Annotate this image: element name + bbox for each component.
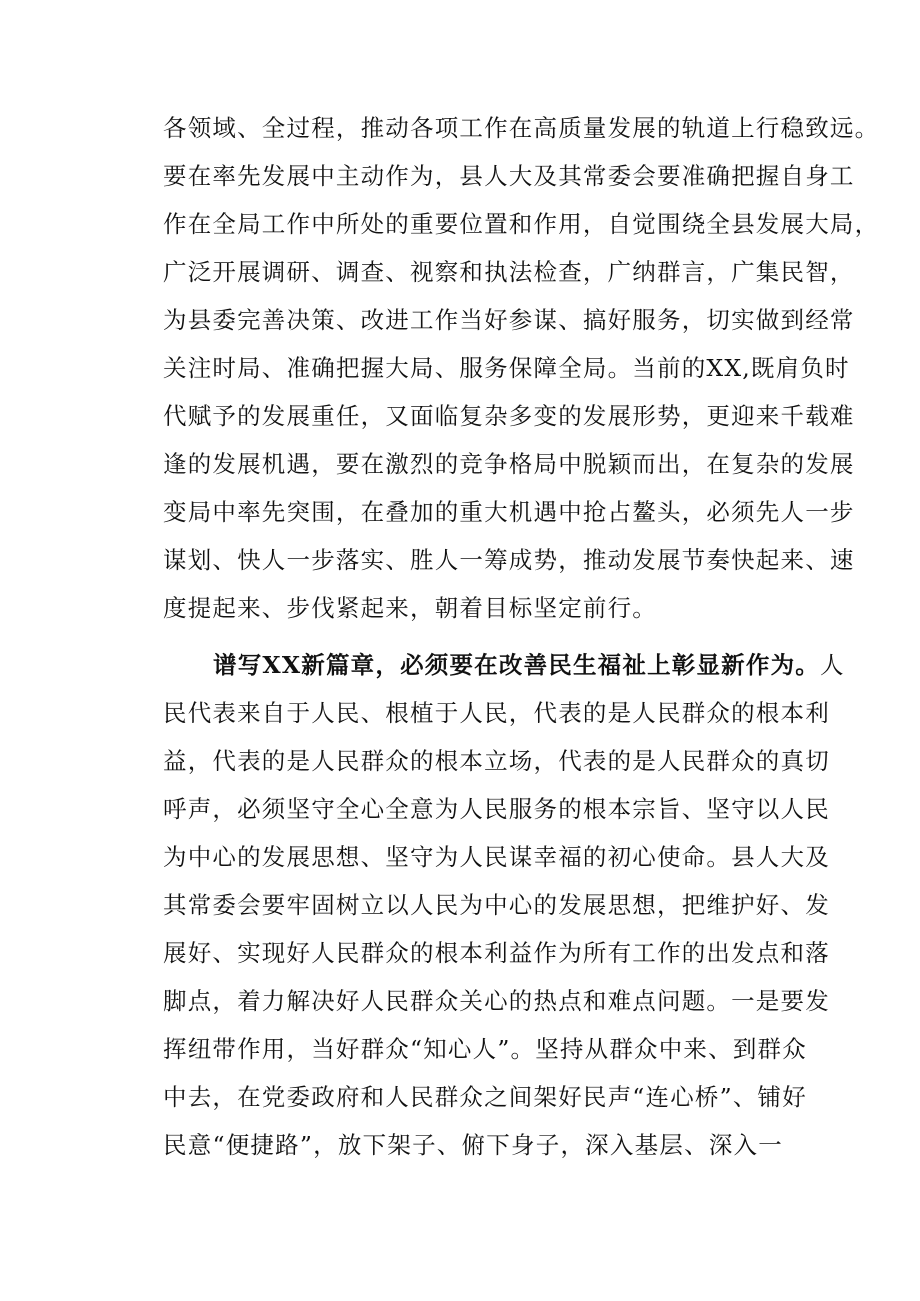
- paragraph-2-line-7: 展好、实现好人民群众的根本利益作为所有工作的出发点和落: [163, 939, 830, 967]
- paragraph-1-line-8: 逢的发展机遇，要在激烈的竞争格局中脱颖而出，在复杂的发展: [163, 450, 855, 478]
- paragraph-2-line-5: 为中心的发展思想、坚守为人民谋幸福的初心使命。县人大及: [163, 843, 830, 871]
- paragraph-1-line-3: 作在全局工作中所处的重要位置和作用，自觉围绕全县发展大局，: [163, 210, 880, 238]
- paragraph-1-line-11: 度提起来、步伐紧起来，朝着目标坚定前行。: [163, 594, 657, 622]
- paragraph-1-line-7: 代赋予的发展重任，又面临复杂多变的发展形势，更迎来千载难: [163, 402, 855, 430]
- paragraph-1-line-10: 谋划、快人一步落实、胜人一筹成势，推动发展节奏快起来、速: [163, 546, 855, 574]
- paragraph-2-line-11: 民意“便捷路”，放下架子、俯下身子，深入基层、深入一: [163, 1131, 783, 1159]
- paragraph-2-line-8: 脚点，着力解决好人民群众关心的热点和难点问题。一是要发: [163, 987, 830, 1015]
- paragraph-2-line-2: 民代表来自于人民、根植于人民，代表的是人民群众的根本利: [163, 699, 830, 727]
- paragraph-2-line-9: 挥纽带作用，当好群众“知心人”。坚持从群众中来、到群众: [163, 1035, 807, 1063]
- paragraph-2-line-6: 其常委会要牢固树立以人民为中心的发展思想，把维护好、发: [163, 891, 830, 919]
- paragraph-2-heading-tail: 人: [819, 651, 845, 679]
- paragraph-1-line-6: 关注时局、准确把握大局、服务保障全局。当前的XX,既肩负时: [163, 354, 850, 382]
- paragraph-1-line-5: 为县委完善决策、改进工作当好参谋、搞好服务，切实做到经常: [163, 306, 855, 334]
- paragraph-2-line-3: 益，代表的是人民群众的根本立场，代表的是人民群众的真切: [163, 747, 830, 775]
- paragraph-2-line-10: 中去，在党委政府和人民群众之间架好民声“连心桥”、铺好: [163, 1083, 807, 1111]
- paragraph-2-line-1: [213, 645, 845, 685]
- paragraph-2-heading: 谱写XX新篇章，必须要在改善民生福祉上彰显新作为。: [213, 651, 820, 679]
- paragraph-1-line-4: 广泛开展调研、调查、视察和执法检查，广纳群言，广集民智，: [163, 258, 855, 286]
- paragraph-1-line-9: 变局中率先突围，在叠加的重大机遇中抢占鳌头，必须先人一步: [163, 498, 855, 526]
- paragraph-1-line-1: 各领域、全过程，推动各项工作在高质量发展的轨道上行稳致远。: [163, 114, 880, 142]
- paragraph-1-line-2: 要在率先发展中主动作为，县人大及其常委会要准确把握自身工: [163, 162, 855, 190]
- paragraph-2-line-4: 呼声，必须坚守全心全意为人民服务的根本宗旨、坚守以人民: [163, 795, 830, 823]
